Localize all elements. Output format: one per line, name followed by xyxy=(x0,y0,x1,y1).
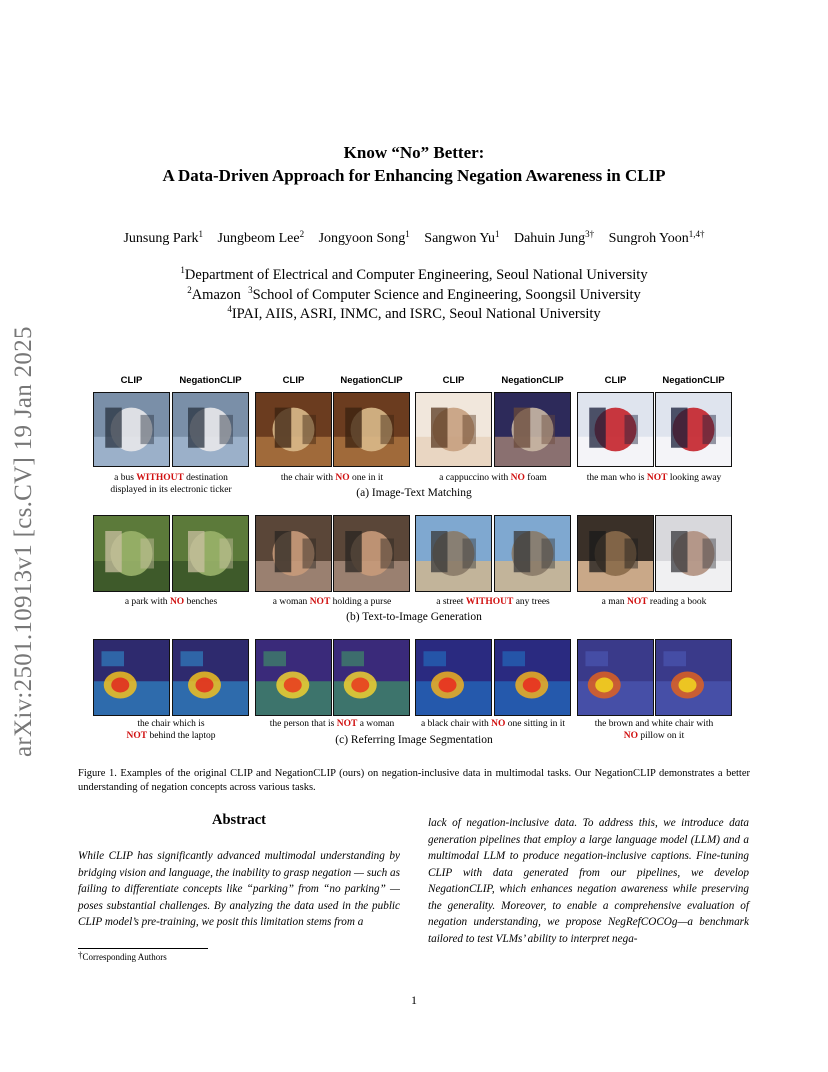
park-photo xyxy=(93,515,170,592)
column-label: CLIP xyxy=(282,375,305,386)
negation-word: NO xyxy=(623,731,639,741)
negation-word: NO xyxy=(510,473,525,483)
image-caption: the chair with NO one in it xyxy=(280,473,384,483)
author: Jongyoon Song$^1$ xyxy=(318,229,410,246)
image-caption: a black chair with NO one sitting in it xyxy=(420,719,566,729)
arxiv-stamp: arXiv:2501.10913v1 [cs.CV] 19 Jan 2025 xyxy=(10,326,37,757)
author: Junsung Park$^1$ xyxy=(123,229,204,246)
chair-photo xyxy=(333,392,410,467)
man-photo xyxy=(655,515,732,592)
column-label: NegationCLIP xyxy=(340,375,403,386)
cappuccino-photo xyxy=(415,392,492,467)
page-number: 1 xyxy=(411,993,417,1007)
bus-photo xyxy=(93,392,170,467)
paper-title-line2: A Data-Driven Approach for Enhancing Negation Awareness in CLIP xyxy=(162,166,666,185)
negation-word: WITHOUT xyxy=(136,473,184,483)
subfigure-caption: (b) Text-to-Image Generation xyxy=(346,611,482,623)
negation-word: NO xyxy=(491,719,506,729)
street-photo xyxy=(494,515,571,592)
subfigure-caption: (c) Referring Image Segmentation xyxy=(335,734,493,746)
image-caption: the person that is NOT a woman xyxy=(269,719,395,729)
negation-word: WITHOUT xyxy=(465,597,514,607)
column-label: CLIP xyxy=(442,375,465,386)
author: Jungbeom Lee$^2$ xyxy=(217,229,305,246)
paper-title-line1: Know “No” Better: xyxy=(343,143,485,162)
heatmap-chairs xyxy=(494,639,571,716)
author: Sangwon Yu$^1$ xyxy=(424,229,500,246)
column-label: NegationCLIP xyxy=(179,375,242,386)
image-caption: a park with NO benches xyxy=(124,597,218,607)
woman-photo xyxy=(255,515,332,592)
abstract-heading: Abstract xyxy=(212,812,266,828)
subfigure-caption: (a) Image-Text Matching xyxy=(356,487,472,499)
image-caption: a bus WITHOUT destination displayed in its electronic ticker xyxy=(110,473,232,495)
heatmap-room xyxy=(655,639,732,716)
negation-word: NO xyxy=(169,597,185,607)
footnote-rule xyxy=(78,948,208,949)
abstract-text-left: While CLIP has significantly advanced multimodal understanding by bridging vision and language, the inability to grasp negation — such as failing to differentiate concepts like “parking” from “no parking” — poses substantial challenges. By analyzing the data used in the public CLIP model’s pre-training, we posit this limitation stems from a xyxy=(78,850,400,928)
column-label: CLIP xyxy=(120,375,143,386)
man-book-photo xyxy=(577,515,654,592)
affiliation-3: $^4$IPAI, AIIS, ASRI, INMC, and ISRC, Seoul National University xyxy=(227,304,601,322)
negation-word: NOT xyxy=(626,597,648,607)
skier-photo xyxy=(577,392,654,467)
street-photo xyxy=(415,515,492,592)
abstract-text-right: lack of negation-inclusive data. To address this, we introduce data generation pipelines that employ a large language model (LLM) and a multimodal LLM to produce negation-inclusive captions. Fine-tuning CLIP with data generated from our pipelines, we develop NegationCLIP, which enhances negation awareness while preserving the generality. Moreover, to enable a comprehensive evaluation of negation understanding, we propose NegRefCOCOg—a benchmark tailored to test VLMs’ ability to interpret nega- xyxy=(428,817,749,945)
skier-photo xyxy=(655,392,732,467)
cup-photo xyxy=(494,392,571,467)
image-caption: the chair which is NOT behind the laptop xyxy=(126,719,216,741)
heatmap-people xyxy=(333,639,410,716)
image-caption: a man NOT reading a book xyxy=(601,597,707,607)
heatmap-desk xyxy=(172,639,249,716)
image-caption: a woman NOT holding a purse xyxy=(272,597,392,607)
negation-word: NOT xyxy=(646,473,668,483)
image-caption: the brown and white chair with NO pillow on it xyxy=(594,719,714,741)
chair-photo xyxy=(255,392,332,467)
column-label: NegationCLIP xyxy=(501,375,564,386)
heatmap-chairs xyxy=(415,639,492,716)
author-list xyxy=(0,231,828,247)
negation-word: NOT xyxy=(309,597,331,607)
heatmap-desk xyxy=(93,639,170,716)
negation-word: NOT xyxy=(126,731,148,741)
footnote: †Corresponding Authors xyxy=(78,950,167,962)
heatmap-room xyxy=(577,639,654,716)
column-label: CLIP xyxy=(604,375,627,386)
image-caption: a cappuccino with NO foam xyxy=(439,473,547,483)
column-label: NegationCLIP xyxy=(662,375,725,386)
woman-photo xyxy=(333,515,410,592)
author: Sungroh Yoon$^{1,4\dagger}$ xyxy=(608,229,705,246)
author: Dahuin Jung$^{3\dagger}$ xyxy=(513,229,595,246)
image-caption: the man who is NOT looking away xyxy=(586,473,722,483)
affiliation-1: $^1$Department of Electrical and Computer Engineering, Seoul National University xyxy=(180,265,648,283)
bus-photo xyxy=(172,392,249,467)
park-photo xyxy=(172,515,249,592)
negation-word: NO xyxy=(335,473,350,483)
figure-caption: Figure 1. Examples of the original CLIP and NegationCLIP (ours) on negation-inclusive data in multimodal tasks. Our NegationCLIP demonstrates a better understanding of negation concepts across various tasks. xyxy=(78,768,750,793)
negation-word: NOT xyxy=(336,719,358,729)
affiliation-2: $^2$Amazon $^3$School of Computer Science and Engineering, Soongsil University xyxy=(187,285,641,303)
heatmap-people xyxy=(255,639,332,716)
image-caption: a street WITHOUT any trees xyxy=(436,597,550,607)
